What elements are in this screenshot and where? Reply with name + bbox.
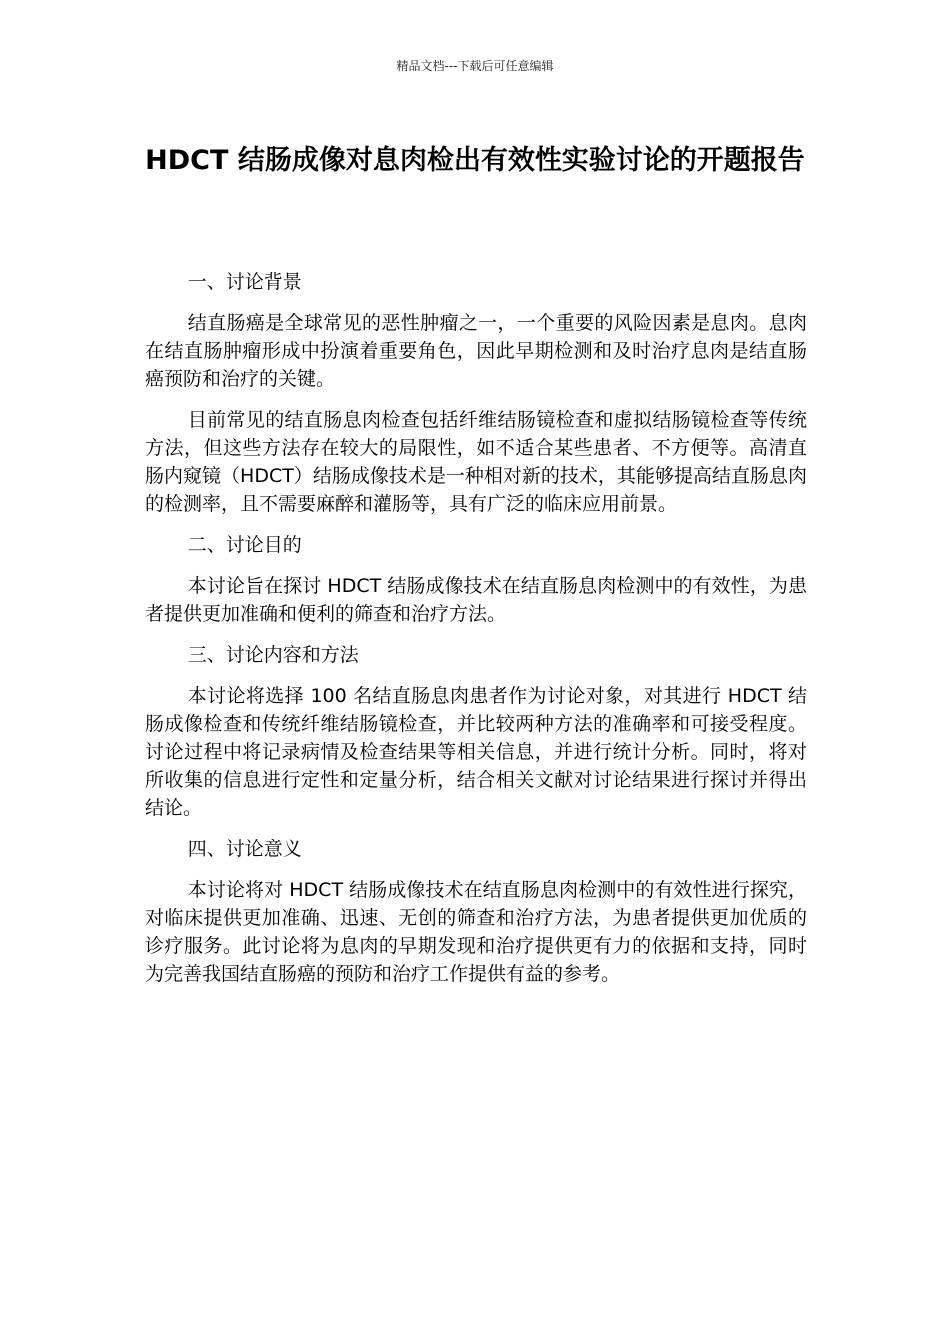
paragraph: 结直肠癌是全球常见的恶性肿瘤之一，一个重要的风险因素是息肉。息肉在结直肠肿瘤形成中扮演着重要角色，因此早期检测和及时治疗息肉是结直肠癌预防和治疗的关键。 [145, 312, 807, 390]
section-heading-background: 一、讨论背景 [187, 271, 302, 293]
document-title: HDCT 结肠成像对息肉检出有效性实验讨论的开题报告 [145, 145, 805, 176]
paragraph: 目前常见的结直肠息肉检查包括纤维结肠镜检查和虚拟结肠镜检查等传统方法，但这些方法存在较大的局限性，如不适合某些患者、不方便等。高清直肠内窥镜（HDCT）结肠成像技术是一种相对新的技术，其能够提高结直肠息肉的检测率，且不需要麻醉和灌肠等，具有广泛的临床应用前景。 [145, 409, 807, 515]
document-body [145, 268, 807, 1001]
paragraph: 本讨论将对 HDCT 结肠成像技术在结直肠息肉检测中的有效性进行探究，对临床提供更加准确、迅速、无创的筛查和治疗方法，为患者提供更加优质的诊疗服务。此讨论将为息肉的早期发现和治疗提供更有力的依据和支持，同时为完善我国结直肠癌的预防和治疗工作提供有益的参考。 [145, 879, 807, 985]
paragraph: 本讨论将选择 100 名结直肠息肉患者作为讨论对象，对其进行 HDCT 结肠成像检查和传统纤维结肠镜检查，并比较两种方法的准确率和可接受程度。讨论过程中将记录病情及检查结果等相关信息，并进行统计分析。同时，将对所收集的信息进行定性和定量分析，结合相关文献对讨论结果进行探讨并得出结论。 [145, 685, 807, 819]
section-heading-content-methods: 三、讨论内容和方法 [187, 644, 359, 666]
section-heading-purpose: 二、讨论目的 [187, 534, 302, 556]
page-header-note: 精品文档---下载后可任意编辑 [396, 59, 554, 73]
paragraph: 本讨论旨在探讨 HDCT 结肠成像技术在结直肠息肉检测中的有效性，为患者提供更加准确和便利的筛查和治疗方法。 [145, 575, 807, 625]
section-heading-significance: 四、讨论意义 [187, 838, 302, 860]
